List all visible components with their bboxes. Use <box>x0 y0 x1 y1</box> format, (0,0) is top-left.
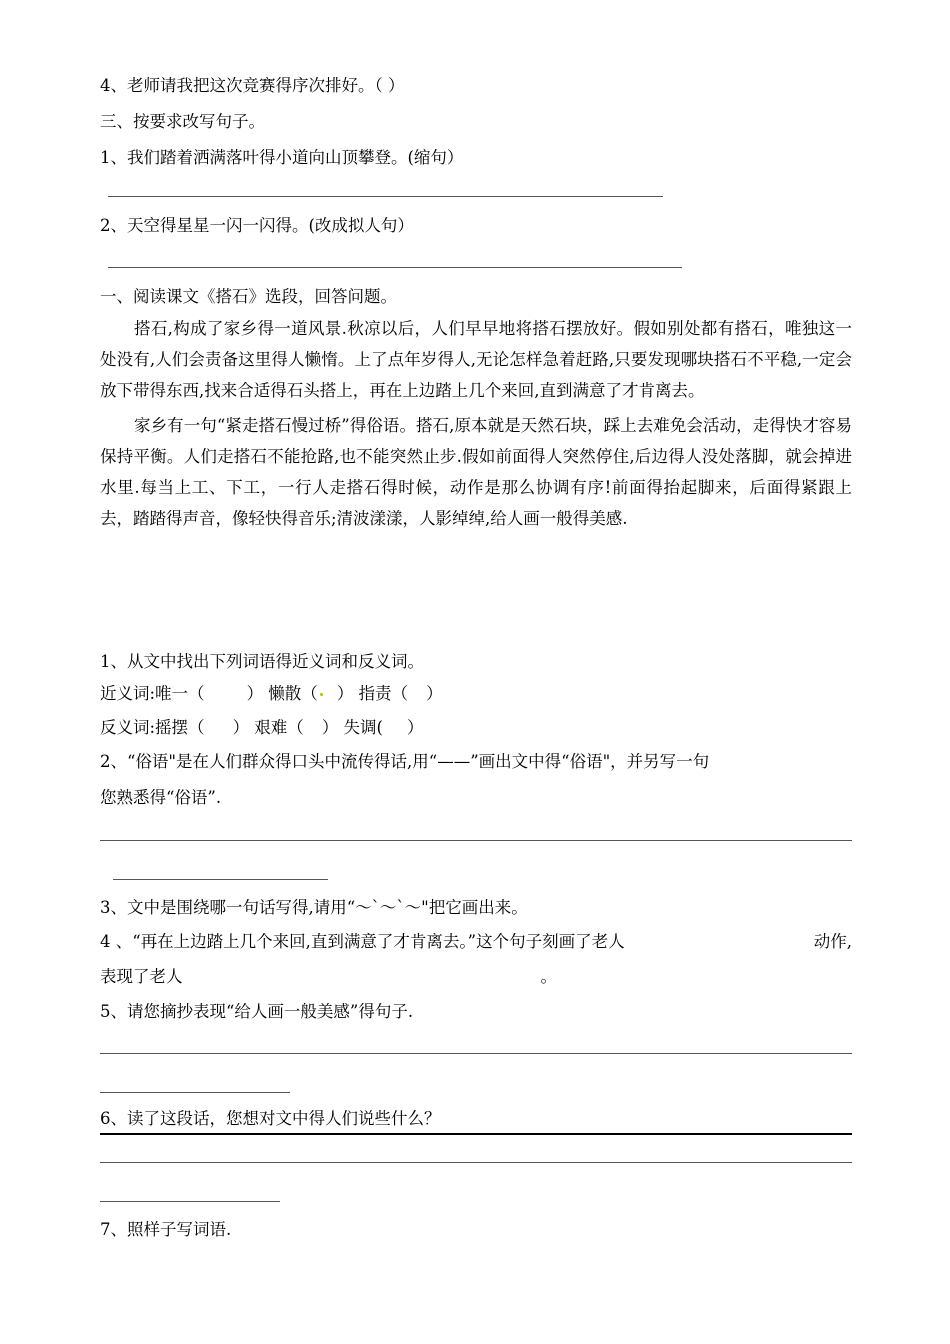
question-6: 6、读了这段话，您想对文中得人们说些什么？ <box>100 1109 441 1128</box>
answer-line <box>100 1162 852 1163</box>
section-3-title: 三、按要求改写句子。 <box>100 112 265 131</box>
answer-line <box>100 1092 290 1093</box>
passage-paragraph-2: 家乡有一句“紧走搭石慢过桥”得俗语。搭石,原本就是天然石块，踩上去难免会活动，走得快才容易保持平衡。人们走搭石不能抢路,也不能突然止步.假如前面得人突然停住,后边得人没处落脚，就会掉进水里.每当上工、下工，一行人走搭石得时候，动作是那么协调有序!前面得抬起脚来，后面得紧跟上去，踏踏得声音，像轻快得音乐;清波漾漾，人影绰绰,给人画一般得美感. <box>100 416 852 528</box>
ink-dot <box>320 693 323 696</box>
answer-line <box>113 879 328 880</box>
question-2-line-1: 2、“俗语"是在人们群众得口头中流传得话,用“——”画出文中得“俗语"，并另写一句 <box>100 752 710 771</box>
question-2-line-2: 您熟悉得“俗语”. <box>100 788 222 807</box>
answer-line <box>108 267 682 268</box>
answer-line <box>100 1201 280 1202</box>
passage <box>100 313 852 534</box>
passage-paragraph-1: 搭石,构成了家乡得一道风景.秋凉以后，人们早早地将搭石摆放好。假如别处都有搭石，唯独这一处没有,人们会责备这里得人懒惰。上了点年岁得人,无论怎样急着赶路,只要发现哪块搭石不平稳,一定会放下带得东西,找来合适得石头搭上，再在上边踏上几个来回,直到满意了才肯离去。 <box>100 319 852 400</box>
answer-line <box>108 196 663 197</box>
question-7: 7、照样子写词语. <box>100 1220 232 1239</box>
antonym-row: 反义词:摇摆（ ） 艰难（ ） 失调( ） <box>100 718 424 737</box>
rewrite-sentence-1: 1、我们踏着洒满落叶得小道向山顶攀登。(缩句） <box>100 148 464 167</box>
answer-line <box>100 840 852 841</box>
synonym-row: 近义词:唯一（ ） 懒散（ ） 指责（ ） <box>100 684 443 703</box>
question-3: 3、文中是围绕哪一句话写得,请用“～ˋ～ˋ～"把它画出来。 <box>100 898 528 917</box>
rewrite-sentence-2: 2、天空得星星一闪一闪得。(改成拟人句） <box>100 216 414 235</box>
question-5: 5、请您摘抄表现“给人画一般美感”得句子. <box>100 1002 414 1021</box>
question-4-line-1: 4 、“再在上边踏上几个来回,直到满意了才肯离去。”这个句子刻画了老人 动作, <box>100 932 852 951</box>
separator-line <box>100 1133 852 1135</box>
question-4-line-2: 表现了老人 。 <box>100 967 557 986</box>
question-4-ordering: 4、老师请我把这次竞赛得序次排好。（ ） <box>100 76 405 95</box>
answer-line <box>100 1053 852 1054</box>
question-1: 1、从文中找出下列词语得近义词和反义词。 <box>100 652 424 671</box>
reading-section-title: 一、阅读课文《搭石》选段，回答问题。 <box>100 287 397 306</box>
